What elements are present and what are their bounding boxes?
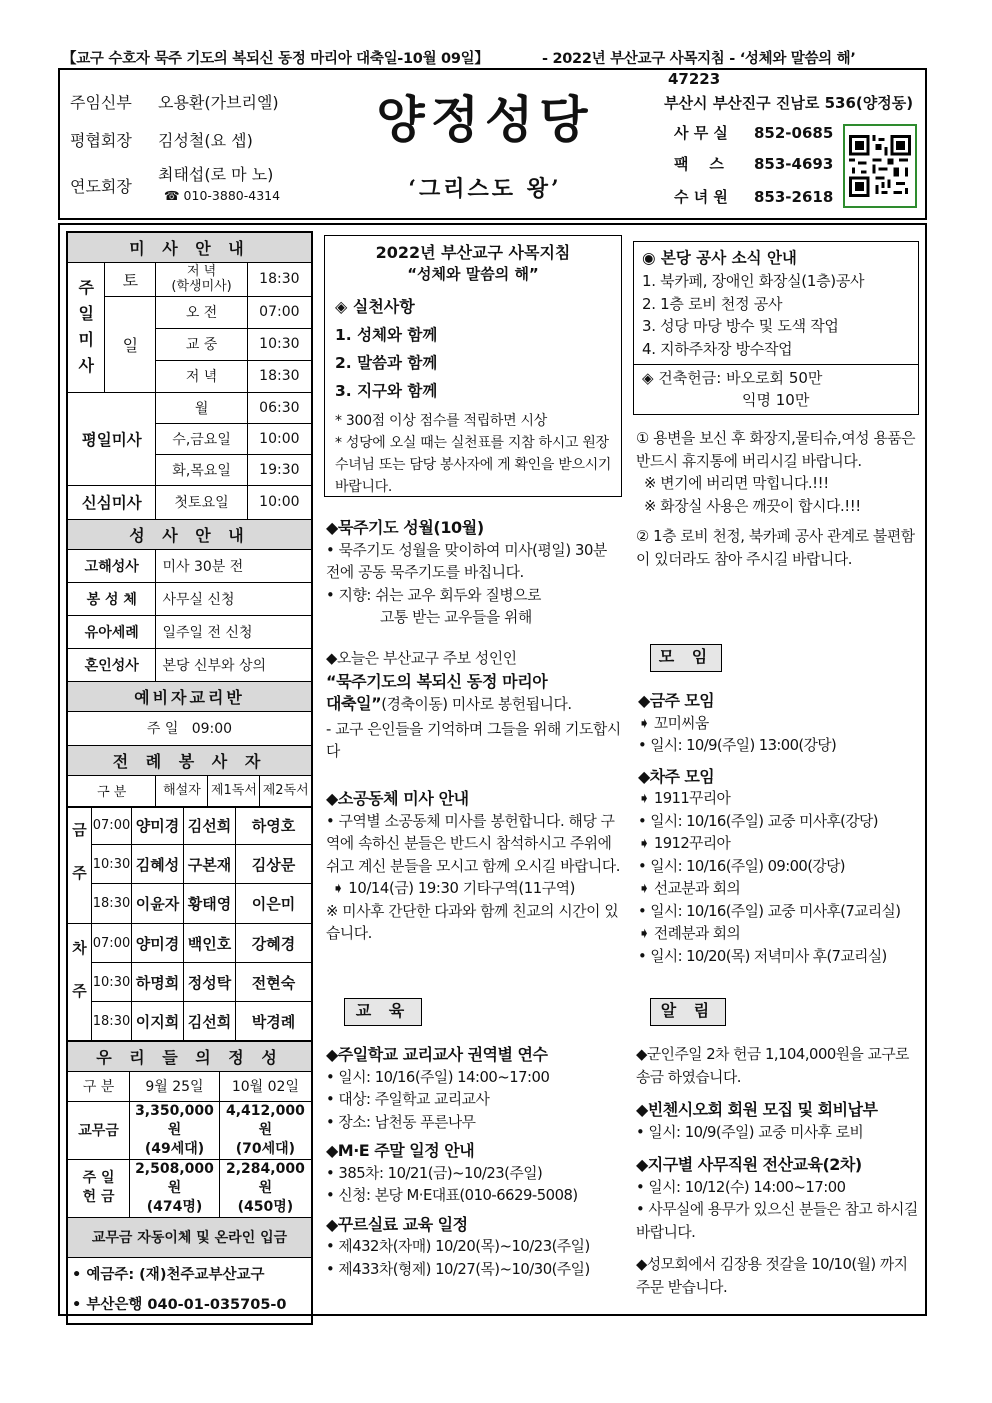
- council-label: 평협회장: [70, 131, 132, 150]
- fax-label: 팩 스: [674, 155, 724, 173]
- feast-name-end: 대축일”: [326, 694, 382, 713]
- guideline-banner: - 2022년 부산교구 사목지침 - ‘성체와 말씀의 해’: [542, 51, 856, 67]
- weekday-mass-name: 수,금요일: [156, 423, 247, 454]
- construction-item: 1. 북카페, 장애인 화장실(1층)공사: [642, 272, 865, 290]
- edu-item: • 385차: 10/21(금)~10/23(주일): [326, 1164, 543, 1182]
- commentator-name: 양미경: [132, 806, 184, 844]
- rosary-intention-2: 고통 받는 교우들을 위해: [380, 609, 532, 626]
- fax-number: 853-4693: [754, 155, 834, 173]
- sacrament-value: 사무실 신청: [156, 582, 312, 615]
- education-tag: 교 육: [344, 998, 422, 1026]
- sacrament-name: 혼인성사: [67, 648, 156, 681]
- address: 부산시 부산진구 진남로 536(양정동): [664, 94, 914, 112]
- bulletin-body: [58, 223, 927, 1316]
- notice-item: ◆군인주일 2차 헌금 1,104,000원을 교구로 송금 하였습니다.: [636, 1046, 909, 1086]
- liturgy-grid: [66, 806, 313, 1043]
- sunday-offering-count: (450명): [237, 1198, 294, 1215]
- liturgy-header: 제1독서: [208, 776, 260, 806]
- sacrament-value: 일주일 전 신청: [156, 615, 312, 648]
- first-reader-name: 구본재: [184, 845, 236, 883]
- education-section: [326, 1044, 622, 1281]
- convent-label: 수 녀 원: [674, 188, 728, 206]
- edu-title: ◆꾸르실료 교육 일정: [326, 1214, 468, 1234]
- sunday-offering-amount: 2,284,000원: [226, 1160, 305, 1196]
- notice-item: • 일시: 10/12(수) 14:00~17:00: [636, 1178, 846, 1196]
- construction-item: 2. 1층 로비 천정 공사: [642, 294, 783, 313]
- edu-item: • 제433차(형제) 10/27(목)~10/30(주일): [326, 1260, 590, 1278]
- edu-item: • 일시: 10/16(주일) 14:00~17:00: [326, 1068, 550, 1086]
- restroom-warning: ※ 화장실 사용은 깨끗이 합시다.!!!: [644, 497, 861, 515]
- bank-account: • 부산은행 040-01-035705-0: [72, 1297, 287, 1314]
- sun-mass-name: 저 녁: [156, 360, 247, 392]
- sacrament-title: 성 사 안 내: [67, 519, 312, 549]
- sun-mass-time: 07:00: [247, 296, 312, 328]
- notice-tag: 알 림: [650, 998, 726, 1026]
- bulletin-header: [58, 68, 927, 220]
- notice-item: • 사무실에 용무가 있으신 분들은 참고 하시길 바랍니다.: [636, 1201, 918, 1241]
- liturgy-row: [92, 845, 311, 884]
- edu-title: ◆주일학교 교리교사 권역별 연수: [326, 1045, 548, 1064]
- notice-item: ◆성모회에서 김장용 젓갈을 10/10(월) 까지 주문 받습니다.: [636, 1256, 908, 1296]
- postcode: 47223: [668, 70, 721, 88]
- edu-title: ◆M·E 주말 일정 안내: [326, 1141, 475, 1160]
- edu-item: • 대상: 주일학교 교리교사: [326, 1091, 490, 1108]
- feast-section: [326, 648, 622, 764]
- meeting-item: • 일시: 10/16(주일) 교중 미사후(7교리실): [638, 902, 901, 920]
- meeting-item: ➧ 1912꾸리아: [638, 835, 731, 852]
- sun-mass-name: 교 중: [156, 328, 247, 360]
- devotion-mass-day: 첫토요일: [156, 485, 247, 519]
- construction-title: ◉ 본당 공사 소식 안내: [642, 249, 797, 267]
- meeting-item: • 일시: 10/9(주일) 13:00(강당): [638, 737, 837, 754]
- pastor-name: 오용환(가브리엘): [158, 93, 279, 112]
- liturgy-row: [92, 963, 311, 1002]
- commentator-name: 이지희: [132, 1002, 184, 1041]
- meeting-item: ➧ 선교분과 회의: [638, 880, 741, 897]
- second-reader-name: 이은미: [251, 895, 296, 913]
- dues-amount: 3,350,000원: [135, 1102, 214, 1138]
- offering-header: 10월 02일: [219, 1071, 312, 1101]
- liturgy-time: 07:00: [92, 806, 132, 844]
- guideline-box: [324, 235, 622, 497]
- sacrament-value: 본당 신부와 상의: [156, 648, 312, 681]
- practice-item: 1. 성체와 함께: [335, 326, 438, 344]
- sun-label: 일: [105, 296, 156, 392]
- second-reader-name: 전현숙: [251, 973, 296, 992]
- offering-header: 9월 25일: [130, 1071, 220, 1101]
- liturgy-header: 구 분: [67, 775, 156, 807]
- feast-line: ◆오늘은 부산교구 주보 성인인: [326, 650, 517, 667]
- liturgy-time: 07:00: [92, 924, 132, 962]
- first-reader-name: 정성탁: [184, 963, 236, 1001]
- commentator-name: 이윤자: [132, 884, 184, 923]
- commentator-name: 하명희: [132, 963, 184, 1001]
- sacrament-name: 봉 성 체: [67, 582, 156, 615]
- liturgy-time: 10:30: [92, 845, 132, 883]
- first-reader-name: 백인호: [184, 924, 236, 962]
- building-donation-anon: 익명 10만: [742, 391, 810, 409]
- convent-phone: 853-2618: [754, 188, 834, 206]
- weekday-mass-label: 평일미사: [67, 392, 156, 485]
- practice-heading: ◈ 실천사항: [335, 297, 415, 316]
- qr-code-icon[interactable]: [843, 124, 917, 208]
- parish-title: 양정성당: [376, 90, 594, 149]
- sunday-mass-label: 주일미사: [67, 262, 105, 392]
- this-week-label: 금주: [68, 806, 92, 923]
- small-community-text: • 구역별 소공동체 미사를 봉헌합니다. 해당 구역에 속하신 분들은 반드시 참석하시고 주위에 쉬고 계신 분들을 모시고 함께 오시길 바랍니다.: [326, 812, 621, 875]
- this-week-rows: [92, 806, 311, 923]
- second-reader-name: 박경례: [251, 1013, 296, 1031]
- sunday-offering-label: 헌 금: [82, 1189, 115, 1205]
- edu-item: • 제432차(자매) 10/20(목)~10/23(주일): [326, 1238, 590, 1255]
- small-community-title: ◆소공동체 미사 안내: [326, 789, 469, 808]
- liturgy-row: [92, 806, 311, 845]
- youth-name: 최태섭(로 마 노): [158, 165, 274, 184]
- guideline-note: * 성당에 오실 때는 실천표를 지참 하시고 원장수녀님 또는 담당 봉사자에 게 확인을 받으시기 바랍니다.: [335, 435, 612, 495]
- council-line: [70, 128, 253, 151]
- guideline-subtitle: “성체와 말씀의 해”: [407, 265, 539, 283]
- meeting-item: • 일시: 10/20(목) 저녁미사 후(7교리실): [638, 947, 887, 965]
- sun-mass-time: 10:30: [247, 328, 312, 360]
- mass-title: 미 사 안 내: [67, 232, 312, 262]
- dues-households: (70세대): [235, 1140, 296, 1157]
- rosary-section: [326, 517, 622, 630]
- sat-label: 토: [105, 262, 156, 296]
- pastor-label: 주임신부: [70, 93, 132, 112]
- dues-label: 교무금: [67, 1101, 130, 1159]
- meeting-item: ➧ 1911꾸리아: [638, 790, 731, 807]
- sat-time: 18:30: [247, 262, 312, 296]
- commentator-name: 양미경: [132, 924, 184, 962]
- meeting-section: [638, 690, 924, 968]
- sun-mass-name: 오 전: [156, 296, 247, 328]
- next-week-rows: [92, 924, 311, 1041]
- offering-title: 우 리 들 의 정 성: [67, 1041, 312, 1071]
- sat-evening: 저 녁: [186, 264, 217, 279]
- office-phone-line: [674, 122, 833, 143]
- liturgy-row: [92, 1002, 311, 1041]
- fax-line: [674, 153, 833, 174]
- feast-name: “묵주기도의 복되신 동정 마리아: [326, 671, 548, 691]
- weekday-mass-name: 화,목요일: [156, 454, 247, 485]
- small-community-schedule: ➧ 10/14(금) 19:30 기타구역(11구역): [332, 880, 575, 897]
- offering-header: 구 분: [67, 1071, 130, 1101]
- notice-title: ◆지구별 사무직원 전산교육(2차): [636, 1155, 862, 1174]
- meeting-item: ➧ 전례분과 회의: [638, 925, 741, 942]
- rosary-line: • 묵주기도 성월을 맞이하여 미사(평일) 30분 전에 공동 묵주기도를 바칩니다.: [326, 541, 607, 581]
- feast-prayer: - 교구 은인들을 기억하며 그들을 위해 기도합시다: [326, 720, 621, 760]
- notice-section: [636, 1044, 922, 1299]
- restroom-notice-2: ② 1층 로비 천정, 북카페 공사 관계로 불편함이 있더라도 참아 주시길 바랍니다.: [636, 528, 915, 568]
- sacrament-name: 고해성사: [67, 549, 156, 582]
- guideline-title: 2022년 부산교구 사목지침: [375, 243, 571, 262]
- weekday-mass-time: 19:30: [247, 454, 312, 485]
- liturgy-header: 제2독서: [262, 782, 309, 798]
- guideline-note: * 300점 이상 점수를 적립하면 시상: [335, 413, 547, 429]
- practice-item: 3. 지구와 함께: [335, 382, 438, 400]
- next-week-block: [68, 924, 311, 1041]
- practice-item: 2. 말씀과 함께: [335, 354, 438, 372]
- rosary-title: ◆묵주기도 성월(10월): [326, 518, 484, 537]
- sacrament-name: 유아세례: [67, 615, 156, 648]
- sun-mass-time: 18:30: [247, 360, 312, 392]
- office-label: 사 무 실: [674, 124, 728, 142]
- second-reader-name: 김상문: [251, 855, 296, 874]
- pastor-line: [70, 90, 279, 113]
- office-phone: 852-0685: [754, 124, 834, 142]
- liturgy-row: [92, 884, 311, 923]
- notice-title: ◆빈첸시오회 회원 모집 및 회비납부: [636, 1100, 878, 1119]
- feast-banner: 【교구 수호자 묵주 기도의 복되신 동정 마리아 대축일-10월 09일】: [62, 51, 489, 67]
- sunday-offering-count: (474명): [146, 1198, 203, 1215]
- weekday-mass-time: 10:00: [247, 423, 312, 454]
- construction-item: 4. 지하주차장 방수작업: [642, 339, 793, 358]
- left-info-table: [66, 231, 313, 808]
- restroom-warning: ※ 변기에 버리면 막힙니다.!!!: [644, 475, 829, 492]
- small-community-note: ※ 미사후 간단한 다과와 함께 친교의 시간이 있습니다.: [326, 902, 619, 942]
- sacrament-value: 미사 30분 전: [156, 549, 312, 582]
- weekday-mass-name: 월: [156, 392, 247, 423]
- sunday-offering-amount: 2,508,000원: [135, 1160, 214, 1196]
- construction-box: [633, 241, 919, 415]
- first-reader-name: 김선희: [184, 1002, 236, 1041]
- dues-amount: 4,412,000원: [226, 1102, 305, 1138]
- sat-evening-note: (학생미사): [171, 279, 232, 294]
- liturgy-header: 해설자: [156, 776, 208, 806]
- feast-note: (경축이동) 미사로 봉헌됩니다.: [381, 696, 572, 713]
- devotion-mass-label: 신심미사: [67, 485, 156, 519]
- meeting-title: ◆금주 모임: [638, 691, 715, 710]
- account-holder: • 예금주: (재)천주교부산교구: [72, 1267, 265, 1284]
- offering-table: [66, 1040, 313, 1325]
- auto-transfer-title: 교무금 자동이체 및 온라인 입금: [67, 1217, 312, 1257]
- building-donation: ◈ 건축헌금: 바오로회 50만: [642, 369, 823, 387]
- top-banner: [62, 47, 932, 68]
- restroom-notice-1: ① 용변을 보신 후 화장지,물티슈,여성 용품은 반드시 휴지통에 버리시길 바랍니다.: [636, 430, 916, 470]
- meeting-tag: 모 임: [650, 644, 722, 672]
- catechumen-time: 주 일 09:00: [67, 711, 312, 745]
- weekday-mass-time: 06:30: [247, 392, 312, 423]
- notice-item: • 일시: 10/9(주일) 교중 미사후 로비: [636, 1123, 864, 1141]
- edu-item: • 장소: 남천동 푸른나무: [326, 1113, 476, 1131]
- edu-item: • 신청: 본당 M·E대표(010-6629-5008): [326, 1187, 578, 1204]
- sunday-offering-label: 주 일: [82, 1170, 115, 1186]
- construction-item: 3. 성당 마당 방수 및 도색 작업: [642, 317, 839, 335]
- liturgy-title: 전 례 봉 사 자: [67, 745, 312, 775]
- this-week-block: [68, 806, 311, 924]
- devotion-mass-time: 10:00: [247, 485, 312, 519]
- liturgy-row: [92, 924, 311, 963]
- council-name: 김성철(요 셉): [158, 131, 253, 150]
- first-reader-name: 김선희: [184, 806, 236, 844]
- meeting-title: ◆차주 모임: [638, 766, 715, 786]
- meeting-item: • 일시: 10/16(주일) 09:00(강당): [638, 857, 845, 875]
- rosary-intention: • 지향: 쉬는 교우 회두와 질병으로: [326, 586, 542, 604]
- youth-label: 연도회장: [70, 177, 132, 196]
- liturgy-time: 18:30: [92, 1002, 132, 1041]
- liturgy-time: 10:30: [92, 963, 132, 1001]
- catechumen-title: 예비자교리반: [67, 681, 312, 711]
- first-reader-name: 황태영: [184, 884, 236, 923]
- dues-households: (49세대): [144, 1140, 205, 1157]
- liturgy-time: 18:30: [92, 884, 132, 923]
- parish-subtitle: ‘그리스도 왕’: [408, 176, 562, 202]
- second-reader-name: 하영호: [251, 816, 296, 835]
- convent-phone-line: [674, 186, 833, 207]
- small-community-section: [326, 788, 622, 946]
- youth-line: [70, 174, 158, 197]
- next-week-label: 차주: [68, 924, 92, 1041]
- restroom-notice: [636, 428, 922, 571]
- youth-phone: ☎ 010-3880-4314: [164, 188, 281, 203]
- second-reader-name: 강혜경: [251, 934, 296, 953]
- meeting-item: • 일시: 10/16(주일) 교중 미사후(강당): [638, 812, 878, 830]
- commentator-name: 김혜성: [132, 845, 184, 883]
- meeting-item: ➧ 꼬미씨움: [638, 714, 709, 732]
